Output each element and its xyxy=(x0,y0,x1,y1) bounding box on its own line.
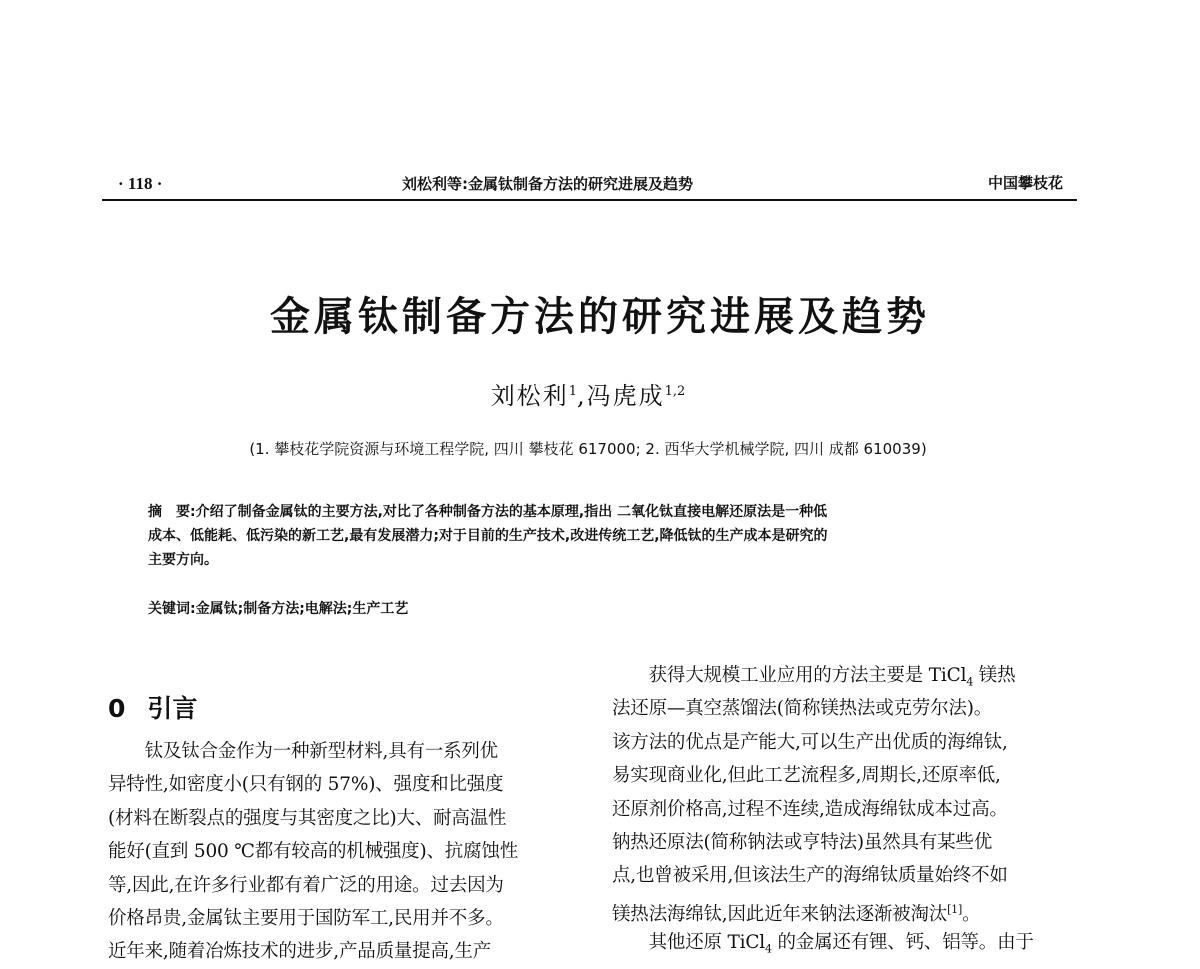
body-line: 还原剂价格高,过程不连续,造成海绵钛成本过高。 xyxy=(612,798,1008,820)
body-line: 钠热还原法(简称钠法或亨特法)虽然具有某些优 xyxy=(612,831,993,853)
body-line: 易实现商业化,但此工艺流程多,周期长,还原率低, xyxy=(612,765,1001,787)
abstract-line: 主要方向。 xyxy=(148,552,218,568)
text-segment: 镁热 xyxy=(973,665,1016,686)
subscript: 4 xyxy=(765,942,772,956)
text-segment: 镁热法海绵钛,因此近年来钠法逐渐被淘汰 xyxy=(612,903,948,925)
subscript: 4 xyxy=(966,675,974,689)
text-segment: 其他还原 TiCl xyxy=(612,932,766,954)
journal-name: 中国攀枝花 xyxy=(988,174,1064,192)
body-line: 等,因此,在许多行业都有着广泛的用途。过去因为 xyxy=(108,874,504,896)
body-line: 法还原—真空蒸馏法(简称镁热法或克劳尔法)。 xyxy=(612,698,993,720)
page-number: · 118 · xyxy=(118,174,163,193)
left-column xyxy=(108,735,584,969)
abstract-line: 成本、低能耗、低污染的新工艺,最有发展潜力;对于目前的生产技术,改进传统工艺,降低钛的生产成本是研究的 xyxy=(148,528,828,544)
abstract xyxy=(148,500,1048,572)
author-affil-mark: 1,2 xyxy=(664,384,686,399)
section-title: 引言 xyxy=(147,694,198,723)
body-line: 异特性,如密度小(只有钢的 57%)、强度和比强度 xyxy=(108,774,504,796)
body-line xyxy=(612,893,1082,926)
header-rule xyxy=(102,199,1077,201)
section-number: 0 xyxy=(108,694,126,723)
right-column xyxy=(612,659,1082,960)
text-segment: 获得大规模工业应用的方法主要是 TiCl xyxy=(612,665,967,686)
body-line: (材料在断裂点的强度与其密度之比)大、耐高温性 xyxy=(108,807,507,829)
article-title: 金属钛制备方法的研究进展及趋势 xyxy=(270,294,930,340)
body-line: 点,也曾被采用,但该法生产的海绵钛质量始终不如 xyxy=(612,865,1008,887)
keywords: 关键词:金属钛;制备方法;电解法;生产工艺 xyxy=(148,601,409,617)
running-title: 刘松利等:金属钛制备方法的研究进展及趋势 xyxy=(402,175,694,193)
body-line: 能好(直到 500 ℃都有较高的机械强度)、抗腐蚀性 xyxy=(108,841,519,863)
author-name: 刘松利 xyxy=(490,382,569,410)
section-heading xyxy=(108,689,197,725)
affiliations: (1. 攀枝花学院资源与环境工程学院, 四川 攀枝花 617000; 2. 西华大学机械学院, 四川 成都 610039) xyxy=(249,440,927,458)
author-line xyxy=(0,376,1176,411)
abstract-line: 摘 要:介绍了制备金属钛的主要方法,对比了各种制备方法的基本原理,指出 二氧化钛直接电解还原法是一种低 xyxy=(148,504,828,520)
citation-ref: [1] xyxy=(947,902,963,916)
text-segment: 的金属还有锂、钙、铝等。由于 xyxy=(771,932,1034,954)
author-name: 冯虎成 xyxy=(586,382,665,410)
author-affil-mark: 1 xyxy=(568,384,577,399)
body-line xyxy=(612,926,1082,959)
body-line: 近年来,随着冶炼技术的进步,产品质量提高,生产 xyxy=(108,941,492,963)
body-line: 钛及钛合金作为一种新型材料,具有一系列优 xyxy=(108,741,498,762)
text-segment: 。 xyxy=(962,903,981,925)
author-separator: , xyxy=(576,382,587,410)
body-line xyxy=(612,659,1082,692)
body-line: 价格昂贵,金属钛主要用于国防军工,民用并不多。 xyxy=(108,907,504,929)
body-line: 该方法的优点是产能大,可以生产出优质的海绵钛, xyxy=(612,731,1008,753)
